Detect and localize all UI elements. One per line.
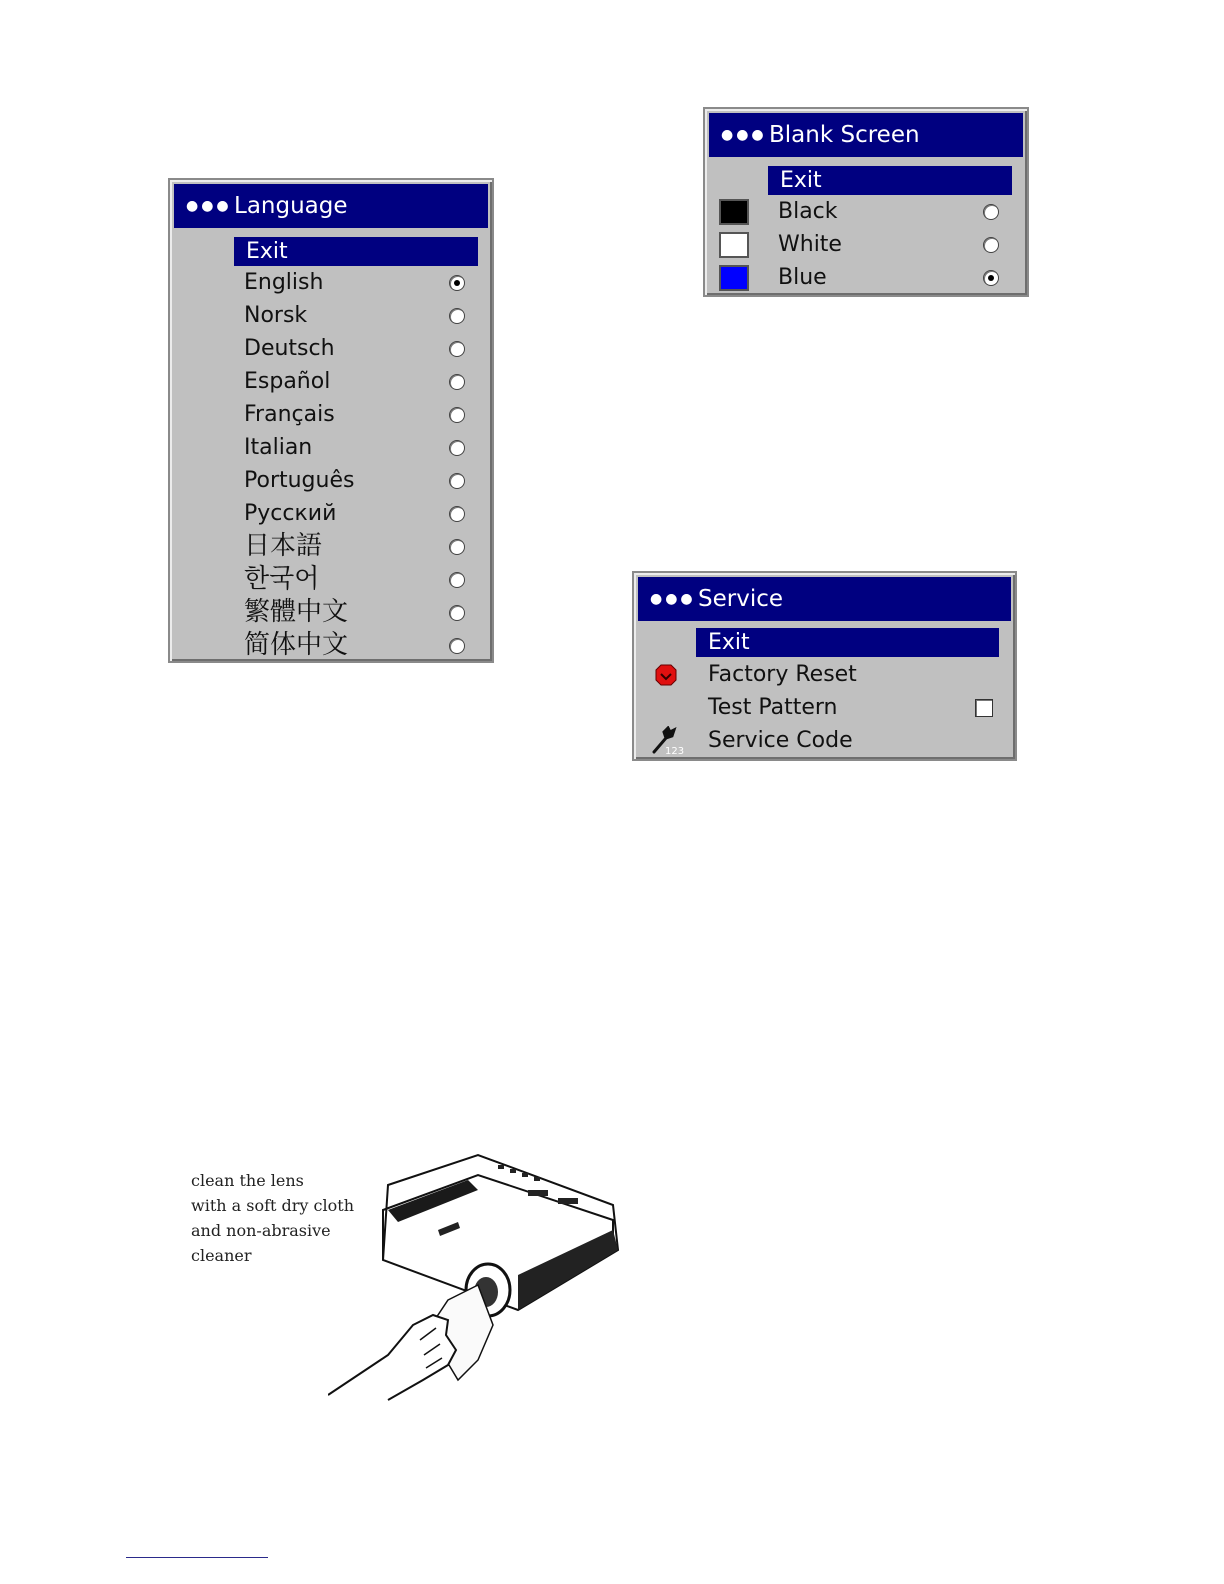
radio-button[interactable] [449,440,465,456]
radio-button[interactable] [449,374,465,390]
blank-option-black[interactable] [719,195,1009,228]
language-menu-title-bar [174,184,488,228]
exit-button[interactable] [768,166,1012,195]
radio-button[interactable] [449,407,465,423]
menu-title: Language [234,193,348,219]
radio-button[interactable] [449,341,465,357]
radio-button[interactable] [983,270,999,286]
option-label: 한국어 [244,564,320,594]
option-label: Русский [244,501,337,526]
option-label: White [778,232,842,257]
language-option-traditional-chinese[interactable] [244,596,474,629]
blank-option-blue[interactable] [719,261,1009,294]
caption-line: clean the lens [191,1171,304,1190]
black-swatch [719,199,749,225]
wrench-123-icon [652,726,684,756]
radio-button[interactable] [983,204,999,220]
language-option-norsk[interactable] [244,299,474,332]
language-option-korean[interactable] [244,563,474,596]
radio-button[interactable] [449,275,465,291]
exit-label: Exit [246,239,288,264]
option-label: Español [244,369,331,394]
language-option-portugues[interactable] [244,464,474,497]
radio-button[interactable] [449,572,465,588]
blank-screen-menu-title-bar [709,113,1023,157]
test-pattern-checkbox[interactable] [975,699,993,717]
blank-screen-menu [703,107,1029,297]
radio-button[interactable] [449,539,465,555]
blank-option-white[interactable] [719,228,1009,261]
exit-label: Exit [708,630,750,655]
menu-dots-icon: ●●● [650,591,696,607]
caption-line: and non-abrasive [191,1221,331,1240]
footnote-rule [126,1557,268,1558]
radio-button[interactable] [983,237,999,253]
menu-title: Blank Screen [769,122,920,148]
option-label: Português [244,468,355,493]
option-label: 简体中文 [244,630,349,660]
language-option-italian[interactable] [244,431,474,464]
service-menu-title-bar [638,577,1011,621]
option-label: Service Code [708,728,853,753]
radio-button[interactable] [449,506,465,522]
caption-line: cleaner [191,1246,252,1265]
icon-text: 123 [665,746,684,756]
language-option-japanese[interactable] [244,530,474,563]
blue-swatch [719,265,749,291]
service-menu [632,571,1017,761]
option-label: 日本語 [244,531,323,561]
option-label: Black [778,199,838,224]
white-swatch [719,232,749,258]
option-label: Blue [778,265,827,290]
option-label: Français [244,402,335,427]
caption-line: with a soft dry cloth [191,1196,354,1215]
service-option-test-pattern[interactable] [650,691,1000,724]
radio-button[interactable] [449,638,465,654]
radio-button[interactable] [449,473,465,489]
option-label: Norsk [244,303,308,328]
exit-label: Exit [780,168,822,193]
menu-title: Service [698,586,784,612]
exit-button[interactable] [234,237,478,266]
language-option-deutsch[interactable] [244,332,474,365]
language-option-espanol[interactable] [244,365,474,398]
option-label: Factory Reset [708,662,857,687]
option-label: English [244,270,324,295]
projector-cleaning-illustration [328,1150,623,1405]
menu-dots-icon: ●●● [721,127,767,143]
menu-dots-icon: ●●● [186,198,232,214]
option-label: Italian [244,435,313,460]
radio-button[interactable] [449,308,465,324]
option-label: Test Pattern [708,695,838,720]
service-option-factory-reset[interactable] [650,658,1000,691]
language-option-simplified-chinese[interactable] [244,629,474,662]
option-label: Deutsch [244,336,335,361]
radio-button[interactable] [449,605,465,621]
option-label: 繁體中文 [244,597,349,627]
language-option-english[interactable] [244,266,474,299]
language-option-francais[interactable] [244,398,474,431]
language-menu [168,178,494,663]
language-option-russian[interactable] [244,497,474,530]
service-option-service-code[interactable] [650,724,1000,757]
factory-reset-icon [654,663,678,687]
exit-button[interactable] [696,628,999,657]
